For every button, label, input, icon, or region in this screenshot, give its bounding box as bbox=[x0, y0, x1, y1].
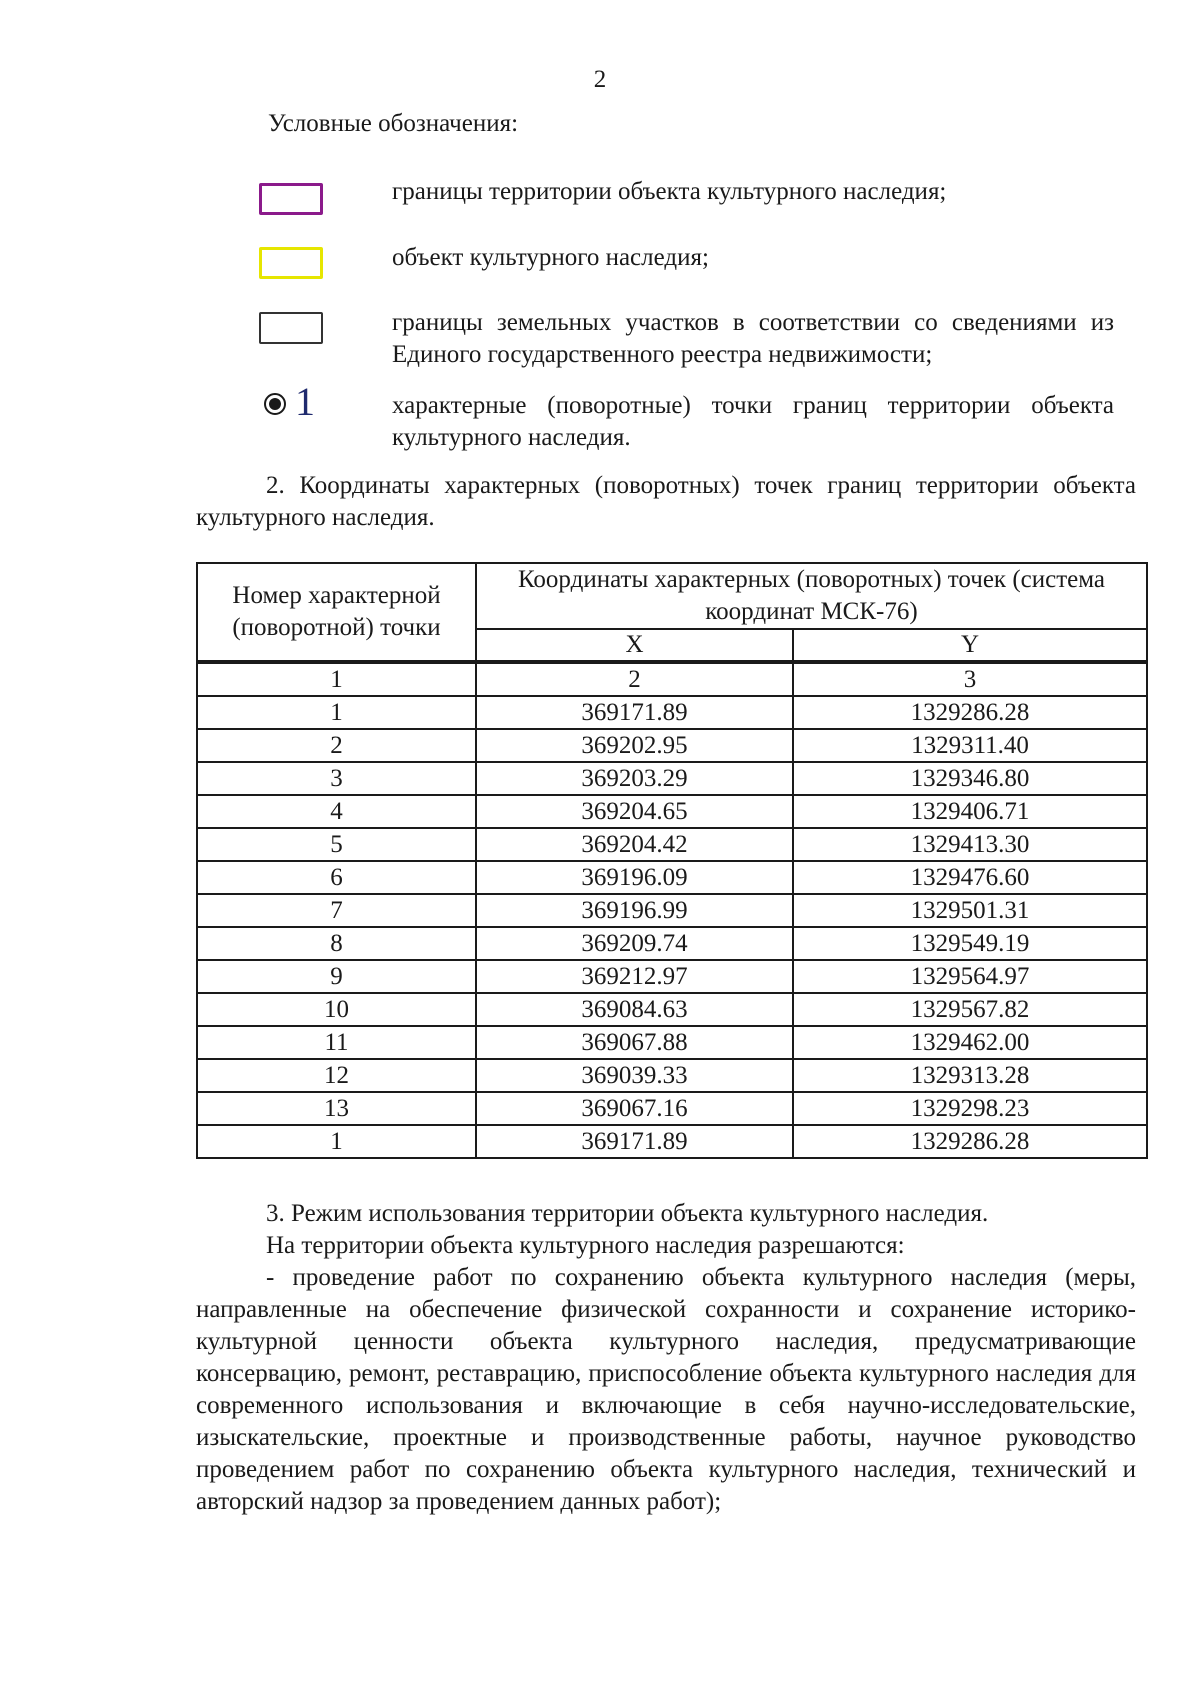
coordinates-table bbox=[196, 562, 1148, 1159]
y-cell: 1329564.97 bbox=[793, 960, 1147, 993]
x-cell: 369203.29 bbox=[476, 762, 793, 795]
parcel-rect-icon bbox=[259, 312, 323, 344]
table-row bbox=[197, 762, 1147, 795]
column-number: 2 bbox=[476, 662, 793, 696]
point-number-cell: 10 bbox=[197, 993, 476, 1026]
x-cell: 369067.16 bbox=[476, 1092, 793, 1125]
column-number: 1 bbox=[197, 662, 476, 696]
y-cell: 1329413.30 bbox=[793, 828, 1147, 861]
point-number-cell: 9 bbox=[197, 960, 476, 993]
point-number-cell: 12 bbox=[197, 1059, 476, 1092]
point-marker-icon bbox=[264, 393, 286, 415]
point-number-cell: 2 bbox=[197, 729, 476, 762]
header-y: Y bbox=[793, 629, 1147, 662]
table-row bbox=[197, 729, 1147, 762]
table-row bbox=[197, 1092, 1147, 1125]
boundary-rect-icon bbox=[259, 183, 323, 215]
object-rect-icon bbox=[259, 247, 323, 279]
section3-item1: - проведение работ по сохранению объекта культурного наследия (меры, направленные на обеспечение физической сохранности и сохранение историко-культурной ценности объекта культурного наследия, предусматривающие консервацию, ремонт, реставрацию, приспособление объекта культурного наследия для современного использования и включающие в себя научно-исследовательские, изыскательские, проектные и производственные работы, научное руководство проведением работ по сохранению объекта культурного наследия, технический и авторский надзор за проведением данных работ); bbox=[196, 1264, 1136, 1515]
y-cell: 1329286.28 bbox=[793, 1125, 1147, 1158]
x-cell: 369196.09 bbox=[476, 861, 793, 894]
section3-title: 3. Режим использования территории объекта культурного наследия. bbox=[266, 1200, 989, 1227]
column-number-row bbox=[197, 662, 1147, 696]
y-cell: 1329462.00 bbox=[793, 1026, 1147, 1059]
y-cell: 1329311.40 bbox=[793, 729, 1147, 762]
x-cell: 369171.89 bbox=[476, 696, 793, 729]
point-number-cell: 1 bbox=[197, 696, 476, 729]
table-row bbox=[197, 894, 1147, 927]
legend-item-boundary: границы территории объекта культурного наследия; bbox=[392, 178, 947, 205]
x-cell: 369039.33 bbox=[476, 1059, 793, 1092]
y-cell: 1329406.71 bbox=[793, 795, 1147, 828]
point-number-cell: 13 bbox=[197, 1092, 476, 1125]
x-cell: 369204.65 bbox=[476, 795, 793, 828]
y-cell: 1329346.80 bbox=[793, 762, 1147, 795]
section3-intro: На территории объекта культурного наследия разрешаются: bbox=[266, 1232, 905, 1259]
point-number-cell: 1 bbox=[197, 1125, 476, 1158]
point-marker-label: 1 bbox=[295, 379, 315, 424]
table-row bbox=[197, 927, 1147, 960]
y-cell: 1329549.19 bbox=[793, 927, 1147, 960]
x-cell: 369202.95 bbox=[476, 729, 793, 762]
legend-item-object: объект культурного наследия; bbox=[392, 244, 709, 271]
table-row bbox=[197, 795, 1147, 828]
table-row bbox=[197, 960, 1147, 993]
point-number-cell: 3 bbox=[197, 762, 476, 795]
x-cell: 369067.88 bbox=[476, 1026, 793, 1059]
y-cell: 1329476.60 bbox=[793, 861, 1147, 894]
x-cell: 369212.97 bbox=[476, 960, 793, 993]
point-number-cell: 5 bbox=[197, 828, 476, 861]
table-row bbox=[197, 1026, 1147, 1059]
page-number: 2 bbox=[593, 66, 607, 93]
y-cell: 1329313.28 bbox=[793, 1059, 1147, 1092]
table-header-row bbox=[197, 563, 1147, 629]
column-number: 3 bbox=[793, 662, 1147, 696]
table-row bbox=[197, 696, 1147, 729]
point-number-cell: 8 bbox=[197, 927, 476, 960]
table-row bbox=[197, 1059, 1147, 1092]
y-cell: 1329501.31 bbox=[793, 894, 1147, 927]
point-number-cell: 4 bbox=[197, 795, 476, 828]
point-number-cell: 6 bbox=[197, 861, 476, 894]
point-number-cell: 11 bbox=[197, 1026, 476, 1059]
y-cell: 1329298.23 bbox=[793, 1092, 1147, 1125]
section2-text: 2. Координаты характерных (поворотных) точек границ территории объекта культурного наследия. bbox=[196, 472, 1136, 531]
x-cell: 369209.74 bbox=[476, 927, 793, 960]
table-row bbox=[197, 993, 1147, 1026]
legend-title: Условные обозначения: bbox=[268, 110, 519, 137]
header-point-number: Номер характерной (поворотной) точки bbox=[197, 563, 476, 662]
y-cell: 1329567.82 bbox=[793, 993, 1147, 1026]
header-x: X bbox=[476, 629, 793, 662]
x-cell: 369171.89 bbox=[476, 1125, 793, 1158]
table-row bbox=[197, 861, 1147, 894]
header-coordinates: Координаты характерных (поворотных) точек (система координат МСК-76) bbox=[476, 563, 1147, 629]
point-number-cell: 7 bbox=[197, 894, 476, 927]
legend-item-parcel: границы земельных участков в соответствии со сведениями из Единого государственного реестра недвижимости; bbox=[392, 309, 1114, 368]
table-row bbox=[197, 1125, 1147, 1158]
y-cell: 1329286.28 bbox=[793, 696, 1147, 729]
legend-item-point: характерные (поворотные) точки границ территории объекта культурного наследия. bbox=[392, 392, 1114, 451]
x-cell: 369084.63 bbox=[476, 993, 793, 1026]
x-cell: 369204.42 bbox=[476, 828, 793, 861]
x-cell: 369196.99 bbox=[476, 894, 793, 927]
table-row bbox=[197, 828, 1147, 861]
